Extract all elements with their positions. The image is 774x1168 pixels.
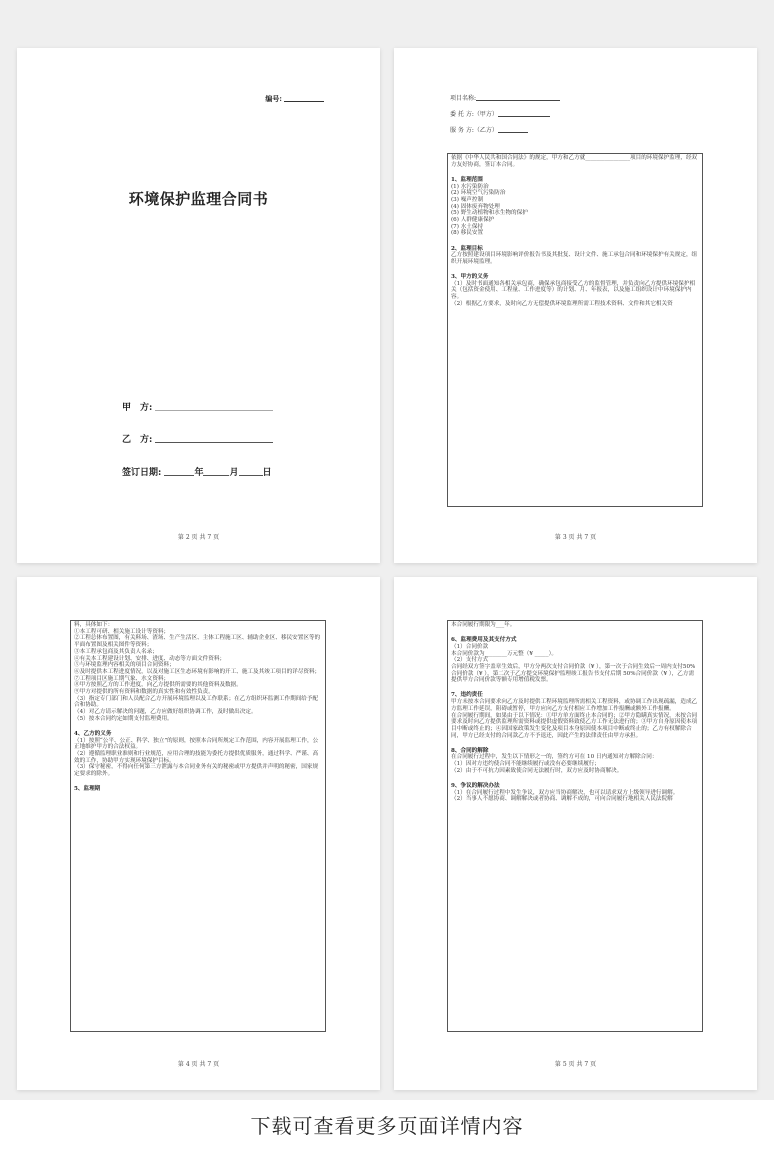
doc-number-label: 编号: xyxy=(265,94,282,103)
day-label: 日 xyxy=(262,468,272,478)
paragraph: 甲方未按本合同要求向乙方及时提供工程环境监理所需相关工程资料，或协调工作出现疏漏，造成乙方监理工作延误，阻碍或暂停，甲方应向乙方支付相应工作增加工作报酬或额外工作报酬。 xyxy=(451,699,698,712)
service-label: 服 务 方:（乙方） xyxy=(450,127,498,134)
party-b-label: 乙 方: xyxy=(122,435,153,445)
paragraph: ⑨甲方对提供的所有资料和数据的真实性和有效性负责。 xyxy=(74,689,214,696)
document-page-5 xyxy=(394,577,757,1090)
party-a-field xyxy=(122,400,273,413)
section-heading: 9、争议的解决办法 xyxy=(451,782,500,789)
paragraph: 本合同履行期限为___年。 xyxy=(451,622,516,628)
paragraph: （1）在合同履行过程中发生争议，双方应当协商解决，也可以请求双方上级领导进行调解。 xyxy=(451,789,679,796)
month-blank xyxy=(203,467,229,476)
document-page-cover xyxy=(17,48,380,563)
paragraph: 料，具体如下： xyxy=(74,622,114,628)
paragraph: ①本工程可研、相关施工设计等资料； xyxy=(74,628,170,635)
client-field xyxy=(450,109,550,118)
party-a-label: 甲 方: xyxy=(122,403,153,413)
doc-number xyxy=(265,94,324,104)
section-heading: 4、乙方的义务 xyxy=(74,730,112,737)
contract-body-box xyxy=(70,620,326,1032)
paragraph: （4）对乙方请示解决的问题，乙方应做好组织协调工作，及时做出决定。 xyxy=(74,709,257,716)
paragraph: （1）及时书面通知各相关承包商，确保承包商接受乙方的监督管理，并负责向乙方提供环境保护相关（包括资金使用、工程量、工作进度等）的计划、月、年报表，以及施工组织设计中环境保护内容。 xyxy=(451,280,696,301)
paragraph: （1）因对方违约使合同不能继续履行或没有必要继续履行； xyxy=(451,761,600,768)
section-heading: 3、甲方的义务 xyxy=(451,274,489,281)
paragraph: （1）合同价款 xyxy=(451,643,489,650)
project-name-label: 项目名称: xyxy=(450,95,477,102)
contract-title: 环境保护监理合同书 xyxy=(128,190,269,208)
doc-number-blank xyxy=(284,101,324,102)
service-field xyxy=(450,125,528,134)
page-number: 第 2 页 共 7 页 xyxy=(177,534,220,541)
section-heading: 5、监理期 xyxy=(74,786,101,793)
paragraph-gap xyxy=(74,723,322,731)
document-page-4 xyxy=(17,577,380,1090)
paragraph-gap xyxy=(451,629,699,637)
party-a-blank xyxy=(155,402,273,411)
contract-body-box xyxy=(447,153,703,507)
paragraph: 本合同价款为________万元整（¥ _____）。 xyxy=(451,650,558,657)
paragraph: （2）遵循监理职业准则和行业规范，应用合理的技能为委托方提供优质服务，通过科学、严谨、高效的工作，协助甲方实现环境保护目标。 xyxy=(74,751,319,764)
contract-text xyxy=(74,622,322,793)
section-heading: 1、监理范围 xyxy=(451,176,483,183)
page-number: 第 3 页 共 7 页 xyxy=(554,534,597,541)
paragraph-gap xyxy=(451,266,699,274)
section-heading: 2、监理目标 xyxy=(451,245,483,252)
paragraph: ⑤与环境监理内容相关的项目合同资料； xyxy=(74,662,175,669)
section-heading: 8、合同的解除 xyxy=(451,747,489,754)
party-b-blank xyxy=(155,434,273,443)
paragraph: (8) 移民安置 xyxy=(451,230,484,237)
section-heading: 6、监理费用及其支付方式 xyxy=(451,637,517,644)
paragraph: （3）保守秘密，不得向任何第三方泄露与本合同业务有关的秘密或甲方提供并声明的秘密，国家规定要求的除外。 xyxy=(74,764,319,778)
paragraph-gap xyxy=(74,778,322,786)
client-label: 委 托 方:（甲方） xyxy=(450,111,498,118)
contract-body-box xyxy=(447,620,703,1032)
download-caption: 下载可查看更多页面详情内容 xyxy=(250,1114,524,1138)
year-blank xyxy=(164,467,194,476)
paragraph-gap xyxy=(451,168,699,176)
day-blank xyxy=(239,467,263,476)
contract-text xyxy=(451,155,699,308)
paragraph: (3) 噪声控制 xyxy=(451,196,484,203)
year-label: 年 xyxy=(194,468,204,478)
party-b-field xyxy=(122,432,273,445)
paragraph: （2）由于不可抗力因素致使合同无法履行时，双方应及时协商解决。 xyxy=(451,767,623,774)
client-blank xyxy=(498,111,550,117)
document-page-3 xyxy=(394,48,757,563)
paragraph: （2）当事人不愿协商、调解解决或者协商、调解不成的，可向合同履行地相关人民法院解 xyxy=(451,796,673,803)
paragraph: ④有关本工程建设计划、安排、进度、动态等方面文件资料； xyxy=(74,655,226,662)
paragraph: (7) 水土保持 xyxy=(451,223,484,230)
paragraph: （5）按本合同约定如期支付监理费用。 xyxy=(74,715,173,722)
service-blank xyxy=(498,127,528,133)
paragraph-gap xyxy=(451,684,699,692)
paragraph: 依据《中华人民共和国合同法》的规定，甲方和乙方就________________项目的环境保护监理，经双方友好协商，签订本合同。 xyxy=(451,155,698,168)
paragraph: 合同经双方签字盖章生效后，甲方分两次支付合同价款（¥ ），第一次于合同生效后一周内支付50%合同价款（¥ ），第二次于乙方提交环境保护监理竣工报告书支付后期 50%合同价款（¥ ），乙方需提供甲方合同价款等额专用增值税发票。 xyxy=(451,663,696,684)
month-label: 月 xyxy=(229,468,239,478)
paragraph: (4) 固体废弃物处理 xyxy=(451,203,500,210)
sign-date-field xyxy=(122,465,272,478)
paragraph: 乙方按照建设项目环境影响评价报告书及其批复、设计文件、施工承包合同和环境保护有关规定，组织开展环境监理。 xyxy=(451,252,698,265)
paragraph: ②工程总体布置图，有关料场、渣场、生产生活区、主体工程施工区、辅助企业区、移民安置区等的平面布置图及相关图件等资料； xyxy=(74,635,321,649)
page-number: 第 4 页 共 7 页 xyxy=(177,1061,220,1068)
paragraph: (6) 人群健康保护 xyxy=(451,217,495,224)
project-name-blank xyxy=(476,95,560,101)
paragraph: ⑦工程项目区施工期气象、水文资料； xyxy=(74,675,170,682)
paragraph-gap xyxy=(451,775,699,783)
project-name-field xyxy=(450,93,560,102)
paragraph: （1）按照“公平、公正、科学、独立”的原则，按照本合同所规定工作范围，内容开展监理工作，公正地维护甲方的合法权益。 xyxy=(74,737,319,751)
paragraph: (1) 水污染防治 xyxy=(451,183,489,190)
paragraph-gap xyxy=(451,237,699,245)
sign-date-label: 签订日期: xyxy=(122,468,162,478)
contract-text xyxy=(451,622,699,803)
paragraph: （2）支付方式 xyxy=(451,657,489,664)
paragraph: 在合同履行过程中，发生以下情形之一的，签约方可在 10 日内通知对方解除合同： xyxy=(451,754,658,761)
paragraph: （3）指定专门部门和人员配合乙方开展环境监理以及工作联系；在乙方组织环监测工作期间给予配合和协助。 xyxy=(74,695,319,709)
page-number: 第 5 页 共 7 页 xyxy=(554,1061,597,1068)
paragraph: (2) 环境空气污染防治 xyxy=(451,190,506,197)
paragraph: ⑥及时提供本工程进度情况，以及对施工区生态环境有影响的开工、施工及其竣工项目的详尽资料； xyxy=(74,668,321,675)
paragraph: （2）根据乙方要求，及时向乙方无偿提供环境监理所需工程技术资料、文件和其它相关资 xyxy=(451,300,673,307)
section-heading: 7、违约责任 xyxy=(451,692,483,699)
paragraph: 在合同履行期间，如果由于以下情况：①甲方单方面终止本合同的；②甲方隐瞒真实情况，未按合同要求及时向乙方提供监理所需资料或提供虚假资料致使乙方工作无法进行的；③甲方自身原因使本项目中断或终止的；④因国家政策发生变化及项目本身原因使本项目中断或终止的；乙方有权解除合同，甲方已经支付的合同款乙方不予退还，因此产生的法律责任由甲方承担。 xyxy=(451,712,698,739)
paragraph: ⑧甲方按照乙方的工作进度，向乙方提供所需要的其他资料及数据。 xyxy=(74,682,242,689)
paragraph: (5) 野生动植物和水生物的保护 xyxy=(451,210,528,217)
paragraph-gap xyxy=(451,739,699,747)
paragraph: ③本工程承包商及其负责人名录； xyxy=(74,648,158,655)
